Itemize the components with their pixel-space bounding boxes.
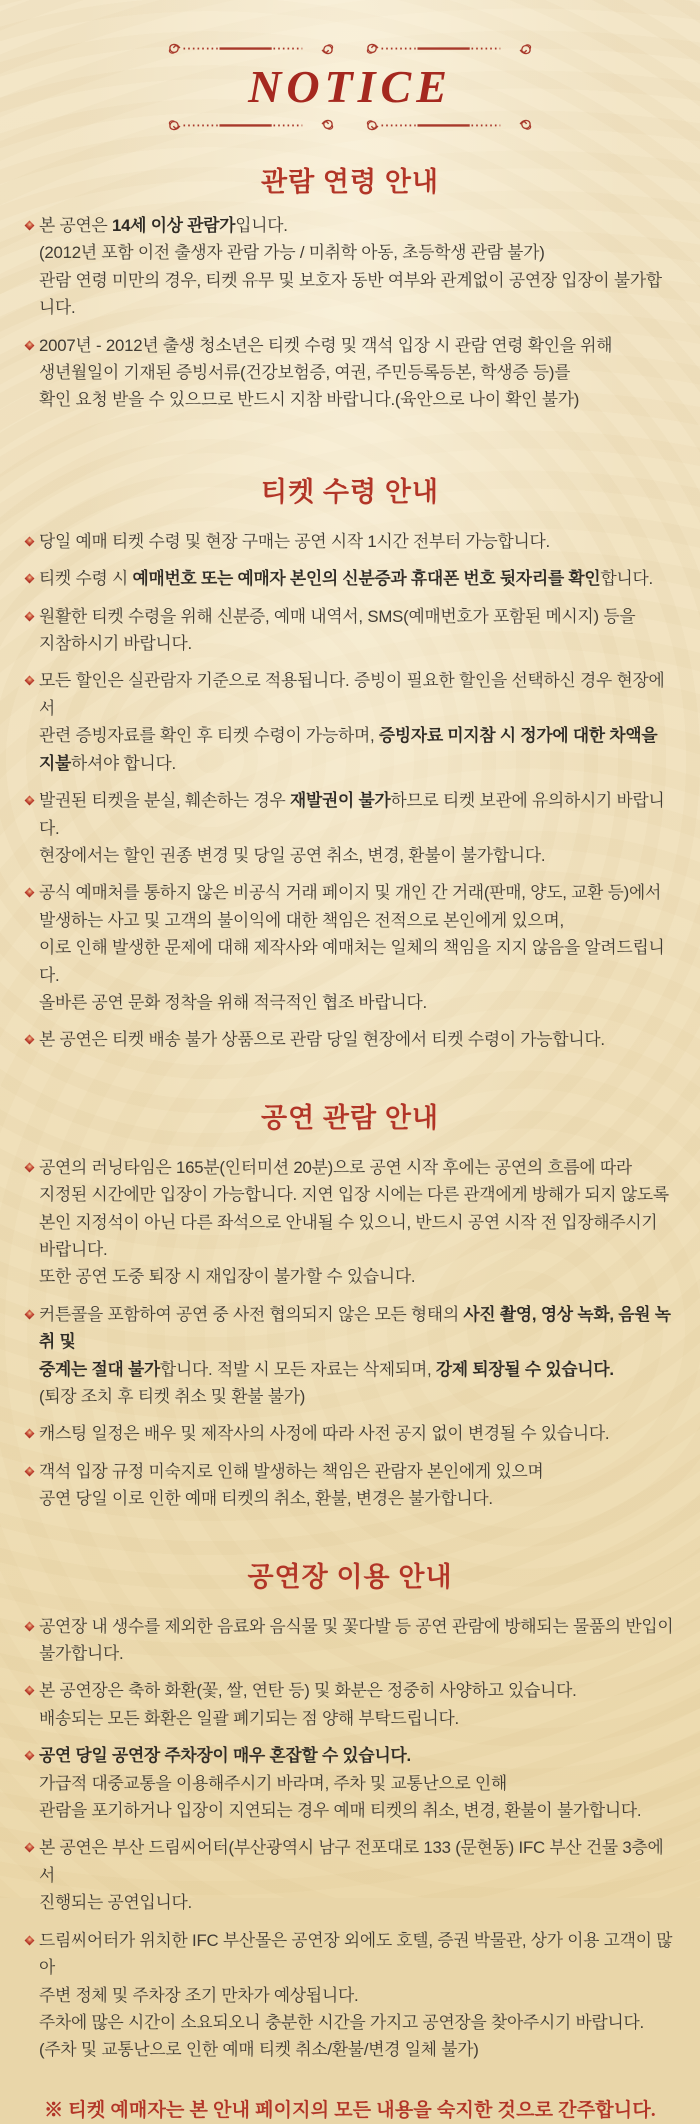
notice-item-lines — [39, 1301, 675, 1411]
text-segment: 공연 당일 공연장 주차장이 매우 혼잡할 수 있습니다. — [39, 1746, 411, 1766]
text-segment: (주차 및 교통난으로 인한 예매 티켓 취소/환불/변경 일체 불가) — [39, 2040, 479, 2060]
text-segment: 배송되는 모든 화환은 일괄 폐기되는 점 양해 부탁드립니다. — [39, 1708, 459, 1728]
notice-section — [25, 474, 675, 1054]
section-title: 관람 연령 안내 — [261, 167, 439, 197]
diamond-bullet-icon — [25, 1751, 35, 1761]
notice-item-lines — [39, 1154, 675, 1291]
diamond-bullet-icon — [25, 1843, 35, 1853]
section-title: 티켓 수령 안내 — [261, 476, 439, 507]
text-segment: 본 공연은 티켓 배송 불가 상품으로 관람 당일 현장에서 티켓 수령이 가능합니다. — [39, 1030, 605, 1050]
notice-line — [39, 359, 675, 386]
notice-item-lines — [39, 1458, 675, 1513]
text-segment: 주변 정체 및 주차장 조기 만차가 예상됩니다. — [39, 1985, 359, 2005]
flourish-divider-top — [0, 40, 700, 58]
text-segment: 드림씨어터가 위치한 IFC 부산몰은 공연장 외에도 호텔, 증권 박물관, 상가 이용 고객이 많아 — [39, 1930, 673, 1978]
notice-item-lines — [39, 528, 675, 555]
notice-line — [39, 1613, 675, 1640]
text-segment: 진행되는 공연입니다. — [39, 1893, 193, 1913]
notice-line — [39, 1770, 675, 1797]
notice-line — [39, 989, 675, 1016]
diamond-bullet-icon — [25, 1935, 35, 1945]
text-segment: 증빙자료 미지참 시 정가에 대한 차액을 — [378, 726, 658, 746]
diamond-bullet-icon — [25, 1621, 35, 1631]
notice-line — [39, 2009, 675, 2036]
diamond-bullet-icon — [25, 796, 35, 806]
flourish-icon — [356, 40, 542, 58]
text-segment: 이로 인해 발생한 문제에 대해 제작사와 예매처는 일체의 책임을 지지 않음을 알려드립니다. — [39, 938, 665, 985]
notice-line — [39, 1705, 675, 1732]
notice-line — [39, 667, 675, 722]
text-segment: 14세 이상 관람가 — [111, 216, 236, 235]
page-title: NOTICE — [248, 61, 452, 112]
text-segment: 가급적 대중교통을 이용해주시기 바라며, 주차 및 교통난으로 인해 — [39, 1773, 507, 1793]
text-segment: 공연 당일 이로 인한 예매 티켓의 취소, 환불, 변경은 불가합니다. — [39, 1489, 493, 1509]
notice-line — [39, 1356, 675, 1383]
text-segment: 또한 공연 도중 퇴장 시 재입장이 불가할 수 있습니다. — [39, 1267, 416, 1287]
text-segment: 공연의 러닝타임은 165분(인터미션 20분)으로 공연 시작 후에는 공연의 흐름에 따라 — [39, 1157, 632, 1177]
notice-item-lines — [39, 1742, 675, 1824]
notice-line — [39, 1889, 675, 1916]
notice-line — [39, 1154, 675, 1181]
text-segment: 관람 연령 미만의 경우, 티켓 유무 및 보호자 동반 여부와 관계없이 공연장 입장이 불가합니다. — [39, 270, 662, 318]
notice-item-lines — [39, 787, 675, 869]
notice-item-lines — [39, 332, 675, 414]
text-segment: 티켓 수령 시 — [39, 569, 133, 589]
notice-item — [25, 1026, 675, 1053]
text-segment: 당일 예매 티켓 수령 및 현장 구매는 공연 시작 1시간 전부터 가능합니다. — [39, 531, 550, 551]
notice-line — [39, 1458, 675, 1485]
notice-line — [39, 1640, 675, 1667]
text-segment: 올바른 공연 문화 정착을 위해 적극적인 협조 바랍니다. — [39, 992, 427, 1012]
notice-line — [39, 267, 675, 322]
notice-line — [39, 565, 675, 592]
notice-item-lines — [39, 1677, 675, 1732]
text-segment: 원활한 티켓 수령을 위해 신분증, 예매 내역서, SMS(예매번호가 포함된 메시지) 등을 — [39, 606, 636, 626]
diamond-bullet-icon — [25, 1162, 35, 1172]
text-segment: 2007년 - 2012년 출생 청소년은 티켓 수령 및 객석 입장 시 관람 연령 확인을 위해 — [39, 335, 613, 355]
notice-item — [25, 332, 675, 414]
notice-item — [25, 1301, 675, 1411]
text-segment: 지참하시기 바랍니다. — [39, 634, 193, 654]
notice-line — [39, 1026, 675, 1053]
text-segment: 관련 증빙자료를 확인 후 티켓 수령이 가능하며, — [39, 726, 379, 746]
notice-line — [39, 239, 675, 266]
text-segment: 강제 퇴장될 수 있습니다. — [435, 1359, 614, 1379]
notice-item — [25, 1420, 675, 1447]
text-segment: 공식 예매처를 통하지 않은 비공식 거래 페이지 및 개인 간 거래(판매, 양도, 교환 등)에서 — [39, 883, 662, 903]
notice-item — [25, 1927, 675, 2064]
text-segment: 하므로 티켓 보관에 유의하시기 바랍니다. — [39, 791, 665, 838]
text-segment: 하셔야 합니다. — [71, 753, 177, 773]
text-segment: 지불 — [39, 753, 72, 773]
notice-line — [39, 1181, 675, 1208]
notice-line — [39, 630, 675, 657]
notice-line — [39, 934, 675, 989]
notice-line — [39, 332, 675, 359]
notice-line — [39, 1797, 675, 1824]
text-segment: 공연장 내 생수를 제외한 음료와 음식물 및 꽃다발 등 공연 관람에 방해되는 물품의 반입이 — [39, 1616, 674, 1636]
notice-line — [39, 528, 675, 555]
diamond-bullet-icon — [25, 1309, 35, 1319]
notice-section — [25, 1100, 675, 1513]
text-segment: 주차에 많은 시간이 소요되오니 충분한 시간을 가지고 공연장을 찾아주시기 바랍니다. — [39, 2012, 645, 2032]
notice-item — [25, 212, 675, 322]
notice-line — [39, 842, 675, 869]
notice-item — [25, 667, 675, 777]
text-segment: 지정된 시간에만 입장이 가능합니다. 지연 입장 시에는 다른 관객에게 방해가 되지 않도록 — [39, 1185, 669, 1205]
diamond-bullet-icon — [25, 340, 35, 350]
notice-line — [39, 1927, 675, 1982]
notice-line — [39, 1834, 675, 1889]
notice-item-lines — [39, 667, 675, 777]
text-segment: 본 공연은 — [39, 216, 112, 235]
flourish-icon — [158, 116, 344, 134]
notice-item — [25, 879, 675, 1016]
text-segment: 본 공연장은 축하 화환(꽃, 쌀, 연탄 등) 및 화분은 정중히 사양하고 있습니다. — [39, 1681, 577, 1701]
notice-line — [39, 1485, 675, 1512]
notice-line — [39, 722, 675, 749]
notice-line — [39, 1383, 675, 1410]
sections-container — [0, 164, 700, 2064]
text-segment: 합니다. — [600, 569, 653, 589]
text-segment: 불가합니다. — [39, 1644, 124, 1664]
diamond-bullet-icon — [25, 574, 35, 584]
notice-item-lines — [39, 603, 675, 658]
text-segment: 객석 입장 규정 미숙지로 인해 발생하는 책임은 관람자 본인에게 있으며 — [39, 1461, 544, 1481]
text-segment: 본 공연은 부산 드림씨어터(부산광역시 남구 전포대로 133 (문현동) IFC 부산 건물 3층에서 — [39, 1838, 664, 1885]
diamond-bullet-icon — [25, 1429, 35, 1439]
notice-item-lines — [39, 1927, 675, 2064]
notice-item-lines — [39, 1420, 675, 1447]
diamond-bullet-icon — [25, 676, 35, 686]
notice-item — [25, 1677, 675, 1732]
notice-line — [39, 1209, 675, 1264]
text-segment: 생년월일이 기재된 증빙서류(건강보험증, 여권, 주민등록등본, 학생증 등)를 — [39, 363, 571, 383]
text-segment: 현장에서는 할인 권종 변경 및 당일 공연 취소, 변경, 환불이 불가합니다. — [39, 845, 546, 865]
notice-item-lines — [39, 1834, 675, 1916]
flourish-icon — [158, 40, 344, 58]
diamond-bullet-icon — [25, 888, 35, 898]
notice-item — [25, 1834, 675, 1916]
notice-item — [25, 787, 675, 869]
text-segment: 확인 요청 받을 수 있으므로 반드시 지참 바랍니다.(육안으로 나이 확인 불가) — [39, 390, 580, 410]
notice-item-lines — [39, 565, 675, 592]
notice-line — [39, 1677, 675, 1704]
text-segment: 관람을 포기하거나 입장이 지연되는 경우 예매 티켓의 취소, 변경, 환불이 불가합니다. — [39, 1801, 642, 1821]
notice-item-lines — [39, 1026, 675, 1053]
text-segment: 예매번호 또는 예매자 본인의 신분증과 휴대폰 번호 뒷자리를 확인 — [132, 569, 601, 589]
notice-item — [25, 603, 675, 658]
text-segment: 중계는 절대 불가 — [39, 1359, 161, 1379]
notice-item — [25, 565, 675, 592]
notice-line — [39, 907, 675, 934]
notice-line — [39, 1742, 675, 1769]
notice-item-lines — [39, 879, 675, 1016]
text-segment: 발권된 티켓을 분실, 훼손하는 경우 — [39, 791, 290, 811]
diamond-bullet-icon — [25, 221, 35, 231]
notice-line — [39, 879, 675, 906]
diamond-bullet-icon — [25, 1466, 35, 1476]
section-title: 공연 관람 안내 — [261, 1102, 439, 1133]
text-segment: 입니다. — [235, 216, 288, 235]
text-segment: (퇴장 조치 후 티켓 취소 및 환불 불가) — [39, 1387, 306, 1406]
notice-header — [0, 0, 700, 134]
footer-disclaimer: ※ 티켓 예매자는 본 안내 페이지의 모든 내용을 숙지한 것으로 간주합니다. — [44, 2099, 656, 2121]
notice-line — [39, 212, 675, 239]
flourish-icon — [356, 116, 542, 134]
text-segment: 발생하는 사고 및 고객의 불이익에 대한 책임은 전적으로 본인에게 있으며, — [39, 910, 564, 930]
diamond-bullet-icon — [25, 536, 35, 546]
flourish-divider-bottom — [0, 116, 700, 134]
notice-item — [25, 1742, 675, 1824]
text-segment: 합니다. 적발 시 모든 자료는 삭제되며, — [160, 1359, 436, 1379]
notice-line — [39, 1982, 675, 2009]
notice-item — [25, 1458, 675, 1513]
notice-item-lines — [39, 1613, 675, 1668]
diamond-bullet-icon — [25, 1686, 35, 1696]
text-segment: 재발권이 불가 — [289, 791, 391, 811]
section-title: 공연장 이용 안내 — [247, 1561, 453, 1592]
diamond-bullet-icon — [25, 1035, 35, 1045]
notice-item — [25, 1613, 675, 1668]
text-segment: 캐스팅 일정은 배우 및 제작사의 사정에 따라 사전 공지 없이 변경될 수 있습니다. — [39, 1424, 610, 1444]
notice-line — [39, 1420, 675, 1447]
notice-line — [39, 1301, 675, 1356]
notice-item-lines — [39, 212, 675, 322]
notice-line — [39, 1263, 675, 1290]
notice-item — [25, 1154, 675, 1291]
diamond-bullet-icon — [25, 611, 35, 621]
notice-line — [39, 2036, 675, 2063]
notice-item — [25, 528, 675, 555]
notice-line — [39, 603, 675, 630]
notice-line — [39, 386, 675, 413]
notice-line — [39, 787, 675, 842]
text-segment: 커튼콜을 포함하여 공연 중 사전 협의되지 않은 모든 형태의 — [39, 1304, 464, 1324]
notice-section — [25, 1559, 675, 2064]
text-segment: 본인 지정석이 아닌 다른 좌석으로 안내될 수 있으니, 반드시 공연 시작 전 입장해주시기 바랍니다. — [39, 1212, 658, 1259]
text-segment: (2012년 포함 이전 출생자 관람 가능 / 미취학 아동, 초등학생 관람 불가) — [39, 243, 545, 263]
notice-line — [39, 750, 675, 777]
text-segment: 모든 할인은 실관람자 기준으로 적용됩니다. 증빙이 필요한 할인을 선택하신 경우 현장에서 — [39, 671, 665, 718]
text-segment: 사진 촬영, 영상 녹화, 음원 녹취 및 — [39, 1304, 671, 1352]
notice-section — [25, 164, 675, 414]
